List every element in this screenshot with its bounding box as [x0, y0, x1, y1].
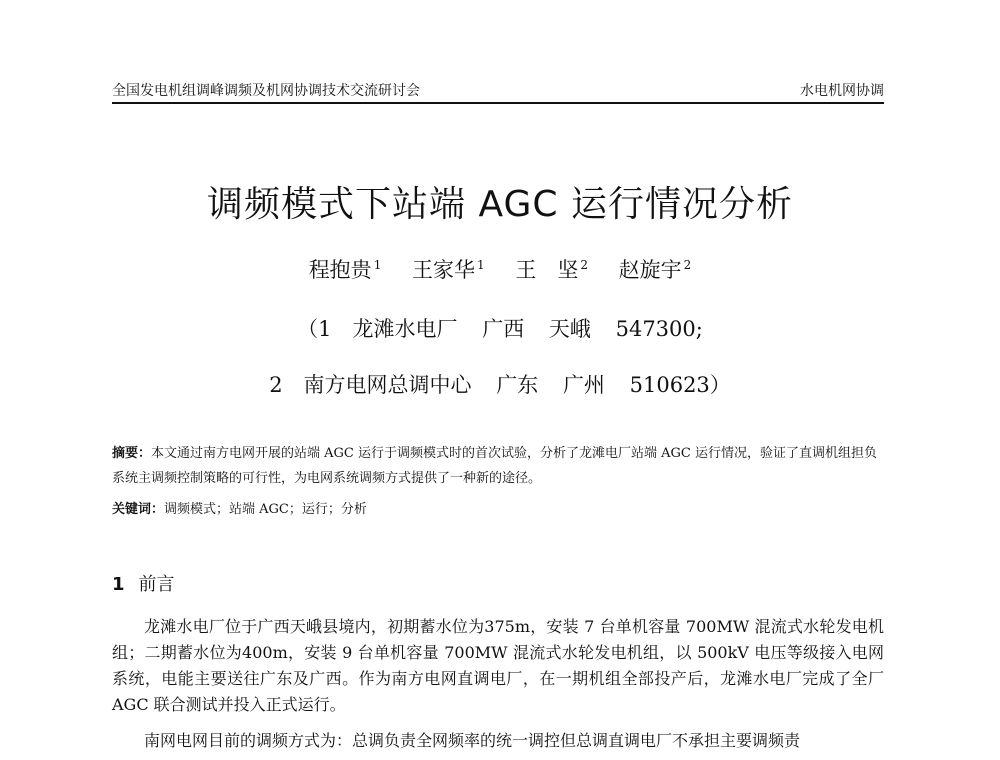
- author: 王家华 $^1$: [412, 258, 485, 282]
- author-list: [0, 254, 1000, 284]
- section-number: 1: [112, 574, 125, 595]
- abstract: [112, 441, 884, 491]
- affiliation-2: 2 南方电网总调中心 广东 广州 510623）: [269, 373, 731, 397]
- keywords: [112, 499, 884, 521]
- keywords-text: 调频模式；站端 AGC；运行；分析: [164, 502, 367, 517]
- section-title: 前言: [138, 574, 175, 595]
- keywords-label: 关键词：: [112, 502, 165, 517]
- header-section: 水电机网协调: [800, 83, 884, 99]
- abstract-label: 摘要：: [112, 446, 152, 461]
- paper-title: 调频模式下站端 AGC 运行情况分析: [207, 184, 793, 225]
- abstract-text: 本文通过南方电网开展的站端 AGC 运行于调频模式时的首次试验，分析了龙滩电厂站端 AGC 运行情况，验证了直调机组担负系统主调频控制策略的可行性，为电网系统调频方式提供了一种新的途径。: [112, 446, 877, 486]
- running-header: [112, 78, 884, 104]
- author: 程抱贵 $^1$: [308, 258, 382, 282]
- affiliation-1: （1 龙滩水电厂 广西 天峨 547300;: [297, 317, 703, 341]
- header-conference: 全国发电机组调峰调频及机网协调技术交流研讨会: [112, 83, 420, 99]
- author: 王 坚 $^2$: [515, 258, 588, 282]
- body-paragraph: 南网电网目前的调频方式为：总调负责全网频率的统一调控但总调直调电厂不承担主要调频责: [144, 731, 801, 750]
- author: 赵旋宇 $^2$: [618, 258, 692, 282]
- body-paragraph: 龙滩水电厂位于广西天峨县境内，初期蓄水位为375m，安装 7 台单机容量 700MW 混流式水轮发电机组；二期蓄水位为400m，安装 9 台单机容量 700MW 混流式水轮发电机组，以 500kV 电压等级接入电网系统，电能主要送往广东及广西。作为南方电网直调电厂，在一期机组全部投产后，龙滩水电厂完成了全厂 AGC 联合测试并投入正式运行。: [112, 617, 884, 714]
- section-heading: [112, 570, 175, 596]
